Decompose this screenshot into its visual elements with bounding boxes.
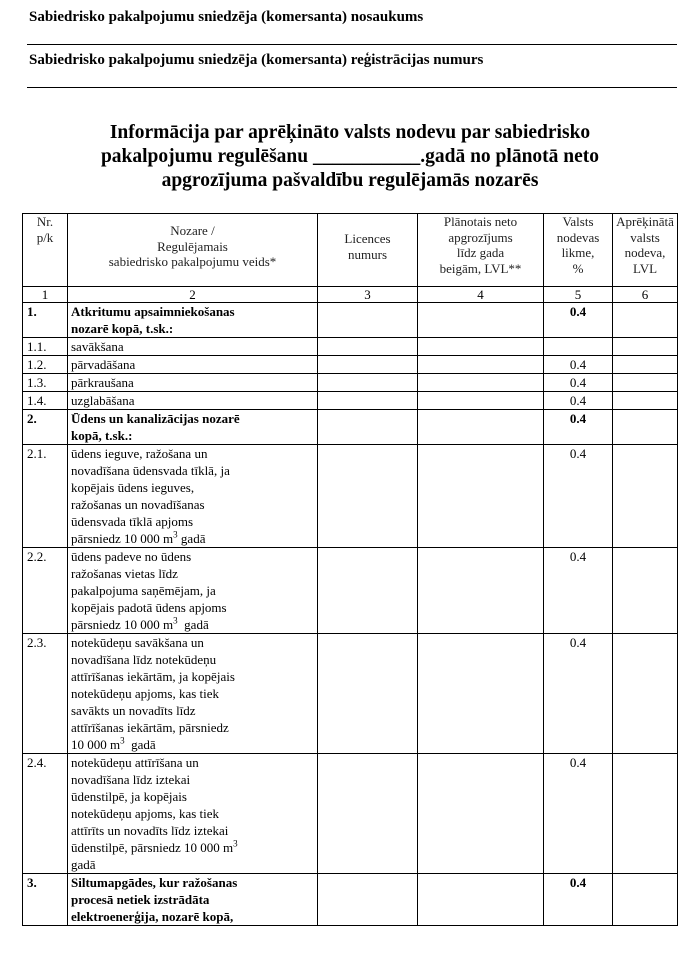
header-license (318, 214, 418, 287)
header-turnover-line: apgrozījums (448, 229, 513, 245)
description-line: attīrīšanas iekārtām, ja kopējais (71, 669, 235, 684)
row-description (68, 303, 318, 338)
row-number: 1.1. (23, 338, 68, 356)
calculated-fee-cell[interactable] (613, 754, 678, 874)
description-line: gadā (71, 857, 96, 872)
header-rate-line: Valsts (562, 214, 594, 229)
description-line: novadīšana līdz iztekai (71, 772, 191, 787)
volume-text: pārsniedz 10 000 m (71, 531, 174, 546)
description-line: ūdenstilpē, ja kopējais (71, 789, 187, 804)
header-nr (23, 214, 68, 287)
header-rate-line: % (572, 260, 584, 276)
turnover-cell[interactable] (418, 356, 544, 374)
volume-exponent: 3 (120, 735, 125, 746)
description-line: attīrīšanas iekārtām, pārsniedz (71, 720, 229, 735)
description-line: Siltumapgādes, kur ražošanas (71, 875, 238, 890)
calculated-fee-cell[interactable] (613, 634, 678, 754)
rate-cell: 0.4 (544, 548, 613, 634)
header-license-line: Licences (344, 231, 391, 246)
description-line: novadīšana ūdensvada tīklā, ja (71, 463, 230, 478)
header-fee-line: LVL (632, 260, 658, 276)
description-line: novadīšana līdz notekūdeņu (71, 652, 217, 667)
title-line-3: apgrozījuma pašvaldību regulējamās nozarēs (161, 170, 539, 191)
calculated-fee-cell[interactable] (613, 410, 678, 445)
volume-line (71, 839, 315, 856)
header-turnover-line: beigām, LVL** (439, 260, 522, 276)
table-header-row (23, 214, 678, 287)
volume-exponent: 3 (173, 529, 178, 540)
row-number: 1.2. (23, 356, 68, 374)
column-number: 3 (318, 287, 418, 303)
calculated-fee-cell[interactable] (613, 445, 678, 548)
turnover-cell[interactable] (418, 338, 544, 356)
column-number: 1 (23, 287, 68, 303)
license-number-cell[interactable] (318, 356, 418, 374)
description-line: notekūdeņu apjoms, kas tiek (71, 806, 220, 821)
description-line: ražošanas vietas līdz (71, 566, 178, 581)
table-row (23, 445, 678, 548)
rate-cell (544, 338, 613, 356)
provider-name-line[interactable] (27, 44, 677, 45)
calculated-fee-cell[interactable] (613, 303, 678, 338)
license-number-cell[interactable] (318, 410, 418, 445)
fee-table (22, 213, 678, 926)
rate-cell: 0.4 (544, 356, 613, 374)
rate-cell: 0.4 (544, 874, 613, 926)
volume-unit: gadā (177, 617, 209, 632)
calculated-fee-cell[interactable] (613, 338, 678, 356)
header-sector-line: sabiedrisko pakalpojumu veids* (108, 254, 277, 269)
description-line: uzglabāšana (71, 393, 135, 408)
row-description (68, 548, 318, 634)
rate-cell: 0.4 (544, 303, 613, 338)
row-number: 1.3. (23, 374, 68, 392)
row-description (68, 445, 318, 548)
license-number-cell[interactable] (318, 754, 418, 874)
description-line: Atkritumu apsaimniekošanas (71, 304, 235, 319)
description-line: ražošanas un novadīšanas (71, 497, 205, 512)
volume-line (71, 736, 315, 753)
row-number: 2.3. (23, 634, 68, 754)
header-nr-line: Nr. (36, 214, 54, 229)
rate-cell: 0.4 (544, 634, 613, 754)
row-description (68, 374, 318, 392)
table-row (23, 874, 678, 926)
license-number-cell[interactable] (318, 445, 418, 548)
description-line: pārkraušana (71, 375, 134, 390)
description-line: notekūdeņu apjoms, kas tiek (71, 686, 220, 701)
volume-text: pārsniedz 10 000 m (71, 617, 174, 632)
description-line: pārvadāšana (71, 357, 136, 372)
rate-cell: 0.4 (544, 445, 613, 548)
volume-line (71, 530, 315, 547)
header-fee-line: nodeva, (624, 245, 666, 260)
turnover-cell[interactable] (418, 548, 544, 634)
table-row (23, 338, 678, 356)
column-number: 6 (613, 287, 678, 303)
table-row (23, 548, 678, 634)
rate-cell: 0.4 (544, 392, 613, 410)
license-number-cell[interactable] (318, 874, 418, 926)
volume-exponent: 3 (173, 615, 178, 626)
description-line: kopā, t.sk.: (71, 428, 133, 443)
table-row (23, 634, 678, 754)
description-line: Ūdens un kanalizācijas nozarē (71, 411, 240, 426)
volume-text: 10 000 m (71, 737, 121, 752)
description-line: ūdens padeve no ūdens (71, 549, 192, 564)
description-line: savākts un novadīts līdz (71, 703, 196, 718)
table-row (23, 754, 678, 874)
volume-line (71, 616, 315, 633)
description-line: procesā netiek izstrādāta (71, 892, 210, 907)
header-sector (68, 214, 318, 287)
row-number: 2.1. (23, 445, 68, 548)
turnover-cell[interactable] (418, 392, 544, 410)
column-number-row (23, 287, 678, 303)
description-line: kopējais ūdens ieguves, (71, 480, 195, 495)
table-row (23, 356, 678, 374)
provider-reg-number-line[interactable] (27, 87, 677, 88)
title-line-2: pakalpojumu regulēšanu ___________.gadā no plānotā neto (100, 146, 600, 167)
license-number-cell[interactable] (318, 392, 418, 410)
header-rate (544, 214, 613, 287)
column-number: 2 (68, 287, 318, 303)
calculated-fee-cell[interactable] (613, 548, 678, 634)
volume-unit: gadā (124, 737, 156, 752)
row-number: 3. (23, 874, 68, 926)
table-row (23, 374, 678, 392)
row-number: 1.4. (23, 392, 68, 410)
description-line: savākšana (71, 339, 124, 354)
volume-unit: gadā (177, 531, 206, 546)
row-description (68, 634, 318, 754)
row-description (68, 356, 318, 374)
header-rate-line: likme, (561, 245, 595, 260)
turnover-cell[interactable] (418, 874, 544, 926)
table-row (23, 392, 678, 410)
license-number-cell[interactable] (318, 303, 418, 338)
description-line: notekūdeņu attīrīšana un (71, 755, 199, 770)
row-number: 1. (23, 303, 68, 338)
fee-table-body (23, 214, 678, 926)
row-description (68, 874, 318, 926)
header-turnover-line: Plānotais neto (443, 214, 518, 229)
row-number: 2.2. (23, 548, 68, 634)
rate-cell: 0.4 (544, 754, 613, 874)
row-description (68, 392, 318, 410)
row-number: 2.4. (23, 754, 68, 874)
calculated-fee-cell[interactable] (613, 392, 678, 410)
turnover-cell[interactable] (418, 445, 544, 548)
license-number-cell[interactable] (318, 374, 418, 392)
header-license-line: numurs (348, 246, 387, 262)
column-number: 5 (544, 287, 613, 303)
row-number: 2. (23, 410, 68, 445)
turnover-cell[interactable] (418, 303, 544, 338)
title-line-1: Informācija par aprēķināto valsts nodevu par sabiedrisko (109, 122, 591, 143)
provider-reg-number-label: Sabiedrisko pakalpojumu sniedzēja (komersanta) reģistrācijas numurs (29, 52, 484, 68)
turnover-cell[interactable] (418, 410, 544, 445)
license-number-cell[interactable] (318, 338, 418, 356)
description-line: ūdensvada tīklā apjoms (71, 514, 194, 529)
header-sector-line: Nozare / (170, 223, 215, 238)
turnover-cell[interactable] (418, 634, 544, 754)
description-line: kopējais padotā ūdens apjoms (71, 600, 227, 615)
rate-cell: 0.4 (544, 374, 613, 392)
header-nr-line: p/k (36, 229, 54, 245)
license-number-cell[interactable] (318, 548, 418, 634)
header-turnover-line: līdz gada (456, 245, 505, 260)
calculated-fee-cell[interactable] (613, 356, 678, 374)
header-fee (613, 214, 678, 287)
turnover-cell[interactable] (418, 374, 544, 392)
description-line: elektroenerģija, nozarē kopā, (71, 909, 234, 924)
row-description (68, 338, 318, 356)
calculated-fee-cell[interactable] (613, 374, 678, 392)
rate-cell: 0.4 (544, 410, 613, 445)
turnover-cell[interactable] (418, 754, 544, 874)
volume-text: ūdenstilpē, pārsniedz 10 000 m (71, 840, 234, 855)
header-sector-line: Regulējamais (157, 238, 228, 254)
description-line: nozarē kopā, t.sk.: (71, 321, 174, 336)
table-row (23, 303, 678, 338)
row-description (68, 754, 318, 874)
header-fee-line: Aprēķinātā (616, 214, 674, 229)
header-turnover (418, 214, 544, 287)
column-number: 4 (418, 287, 544, 303)
provider-name-label: Sabiedrisko pakalpojumu sniedzēja (komersanta) nosaukums (29, 9, 424, 25)
volume-exponent: 3 (233, 838, 238, 849)
header-rate-line: nodevas (556, 229, 600, 245)
row-description (68, 410, 318, 445)
description-line: notekūdeņu savākšana un (71, 635, 204, 650)
document-title (40, 121, 660, 193)
calculated-fee-cell[interactable] (613, 874, 678, 926)
header-fee-line: valsts (630, 229, 660, 245)
description-line: pakalpojuma saņēmējam, ja (71, 583, 216, 598)
description-line: ūdens ieguve, ražošana un (71, 446, 208, 461)
license-number-cell[interactable] (318, 634, 418, 754)
description-line: attīrīts un novadīts līdz iztekai (71, 823, 229, 838)
table-row (23, 410, 678, 445)
